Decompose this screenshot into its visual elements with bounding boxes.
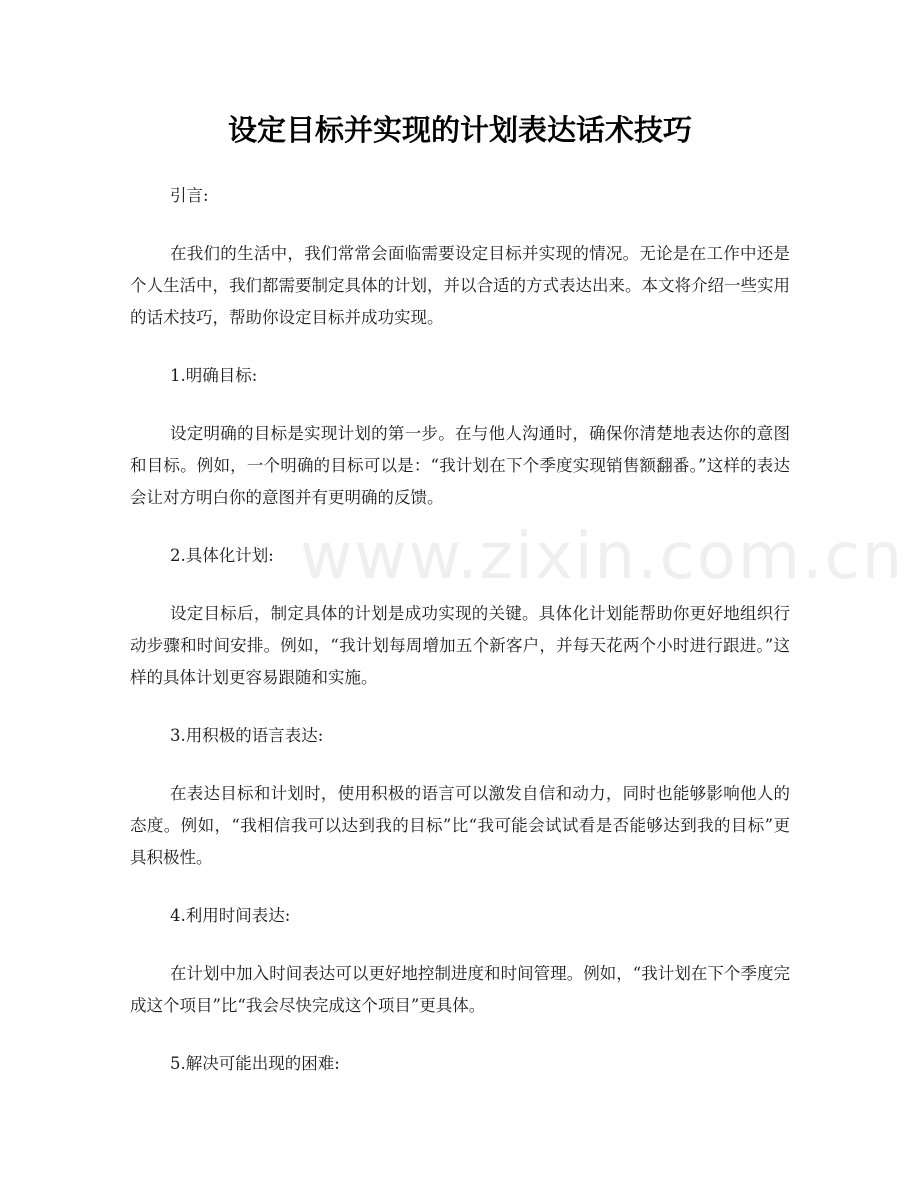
paragraph-4: 在计划中加入时间表达可以更好地控制进度和时间管理。例如，“我计划在下个季度完成这个项目”比“我会尽快完成这个项目”更具体。 xyxy=(130,964,790,1015)
document-body xyxy=(130,180,905,1106)
paragraph-1: 设定明确的目标是实现计划的第一步。在与他人沟通时，确保你清楚地表达你的意图和目标。例如，一个明确的目标可以是：“我计划在下个季度实现销售额翻番。”这样的表达会让对方明白你的意图并有更明确的反馈。 xyxy=(130,424,790,507)
paragraph-2: 设定目标后，制定具体的计划是成功实现的关键。具体化计划能帮助你更好地组织行动步骤和时间安排。例如，“我计划每周增加五个新客户，并每天花两个小时进行跟进。”这样的具体计划更容易跟随和实施。 xyxy=(130,604,790,687)
paragraph-intro: 在我们的生活中，我们常常会面临需要设定目标并实现的情况。无论是在工作中还是个人生活中，我们都需要制定具体的计划，并以合适的方式表达出来。本文将介绍一些实用的话术技巧，帮助你设定目标并成功实现。 xyxy=(130,244,790,327)
section-heading-3: 3.用积极的语言表达: xyxy=(170,726,324,745)
watermark: www.zixin.com.cn xyxy=(300,520,905,594)
section-heading-5: 5.解决可能出现的困难: xyxy=(170,1054,340,1073)
paragraph-3: 在表达目标和计划时，使用积极的语言可以激发自信和动力，同时也能够影响他人的态度。例如，“我相信我可以达到我的目标”比“我可能会试试看是否能够达到我的目标”更具积极性。 xyxy=(130,784,790,867)
section-heading-intro: 引言: xyxy=(170,186,209,205)
section-heading-1: 1.明确目标: xyxy=(170,366,258,385)
section-heading-2: 2.具体化计划: xyxy=(170,546,274,565)
section-heading-4: 4.利用时间表达: xyxy=(170,906,291,925)
document-title: 设定目标并实现的计划表达话术技巧 xyxy=(227,113,692,147)
